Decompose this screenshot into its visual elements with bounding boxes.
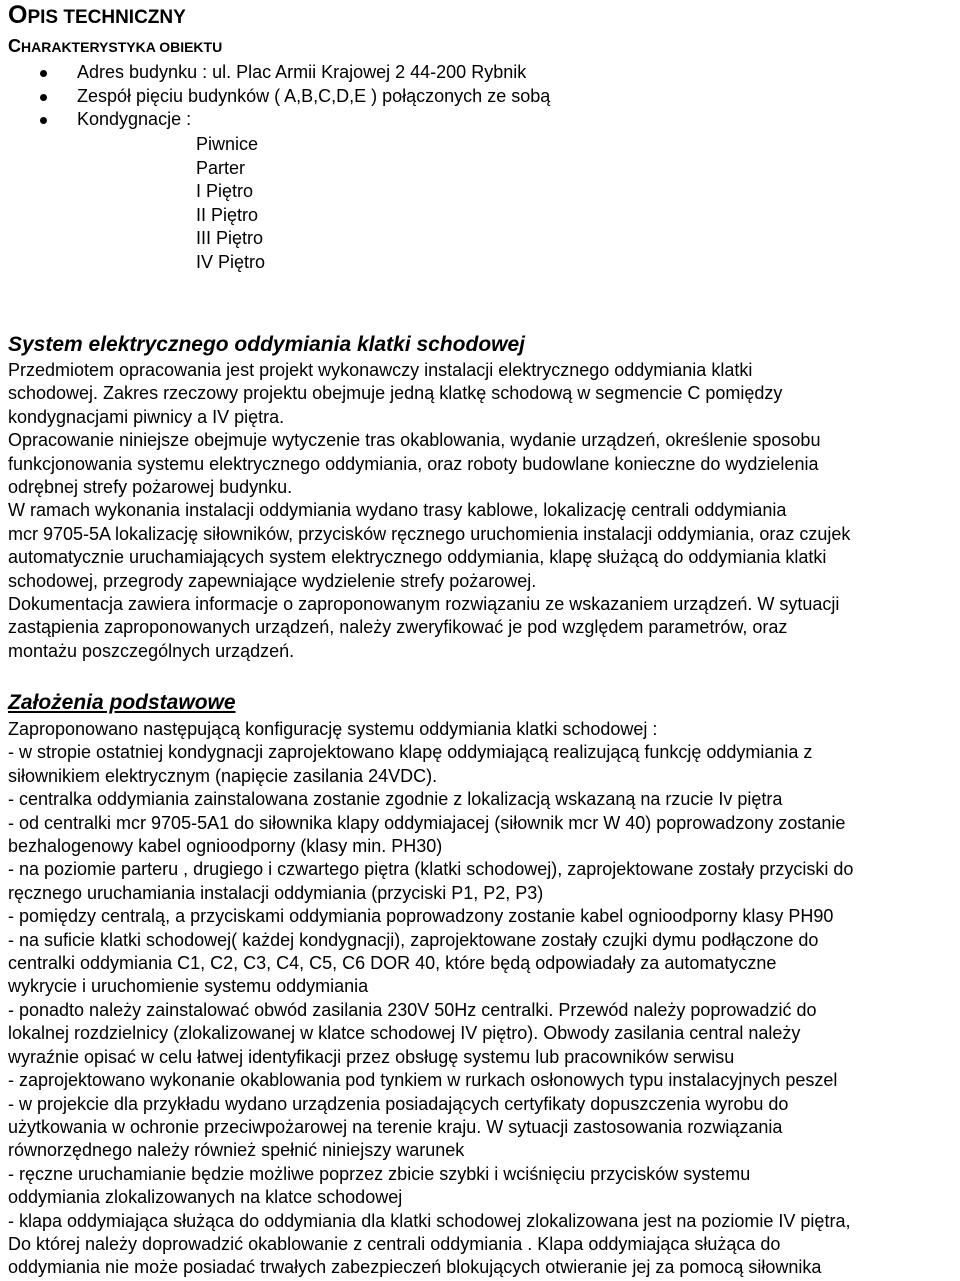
- list-item: - od centralki mcr 9705-5A1 do siłownika klapy oddymiajacej (siłownik mcr W 40) poprowadzony zostanie: [8, 812, 846, 833]
- paragraph-line: mcr 9705-5A lokalizację siłowników, przycisków ręcznego uruchomienia instalacji oddymiania, oraz czujek: [8, 523, 851, 544]
- list-item: Do której należy doprowadzić okablowanie z centrali oddymiania . Klapa oddymiająca służąca do: [8, 1233, 781, 1254]
- list-item: - zaprojektowano wykonanie okablowania pod tynkiem w rurkach osłonowych typu instalacyjnych peszel: [8, 1070, 838, 1091]
- paragraph-line: Przedmiotem opracowania jest projekt wykonawczy instalacji elektrycznego oddymiania klatki: [8, 360, 753, 380]
- bullet-icon: [40, 70, 47, 77]
- paragraph-line: funkcjonowania systemu elektrycznego oddymiania, oraz roboty budowlane konieczne do wydzielenia: [8, 453, 819, 474]
- list-item: - na poziomie parteru , drugiego i czwartego piętra (klatki schodowej), zaprojektowane zostały przyciski do: [8, 859, 854, 880]
- list-item: siłownikiem elektrycznym (napięcie zasilania 24VDC).: [8, 765, 438, 786]
- paragraph-line: montażu poszczególnych urządzeń.: [8, 640, 295, 661]
- list-item: - w projekcie dla przykładu wydano urządzenia posiadających certyfikaty dopuszczenia wyrobu do: [8, 1093, 789, 1114]
- paragraph-line: odrębnej strefy pożarowej budynku.: [8, 477, 293, 498]
- section-subtitle: CHARAKTERYSTYKA OBIEKTU: [8, 36, 223, 56]
- list-item: użytkowania w ochronie przeciwpożarowej na terenie kraju. W sytuacji zastosowania rozwiązania: [8, 1116, 783, 1137]
- section1-body: [8, 359, 960, 663]
- bullet-icon: [40, 94, 47, 101]
- list-item: ręcznego uruchamiania instalacji oddymiania (przyciski P1, P2, P3): [8, 882, 544, 903]
- floor-item: IV Piętro: [196, 252, 266, 272]
- section2-body: [8, 718, 960, 1280]
- paragraph-line: Zaproponowano następującą konfigurację systemu oddymiania klatki schodowej :: [8, 719, 658, 739]
- list-item: oddymiania zlokalizowanych na klatce schodowej: [8, 1187, 403, 1208]
- list-item: centralki oddymiania C1, C2, C3, C4, C5, C6 DOR 40, które będą odpowiadały za automatyczne: [8, 953, 777, 974]
- floor-item: Parter: [196, 158, 246, 178]
- floor-item: II Piętro: [196, 205, 259, 225]
- list-item: - na suficie klatki schodowej( każdej kondygnacji), zaprojektowane zostały czujki dymu podłączone do: [8, 929, 819, 950]
- list-item: równorzędnego należy również spełnić niniejszy warunek: [8, 1140, 465, 1161]
- bullet-item-buildings: Zespół pięciu budynków ( A,B,C,D,E ) połączonych ze sobą: [77, 86, 551, 106]
- document-title: OPIS TECHNICZNY: [8, 1, 186, 29]
- paragraph-line: Opracowanie niniejsze obejmuje wytyczenie tras okablowania, wydanie urządzeń, określenie sposobu: [8, 430, 821, 451]
- section-heading-assumptions: Założenia podstawowe: [8, 691, 236, 714]
- list-item: bezhalogenowy kabel ognioodporny (klasy min. PH30): [8, 836, 443, 857]
- section-heading-smoke-system: System elektrycznego oddymiania klatki schodowej: [8, 333, 526, 356]
- list-item: wykrycie i uruchomienie systemu oddymiania: [8, 976, 369, 997]
- paragraph-line: schodowej. Zakres rzeczowy projektu obejmuje jedną klatkę schodową w segmencie C pomiędzy: [8, 383, 783, 404]
- floor-item: Piwnice: [196, 134, 259, 154]
- list-item: lokalnej rozdzielnicy (zlokalizowanej w klatce schodowej IV piętro). Obwody zasilania central należy: [8, 1023, 801, 1044]
- list-item: - pomiędzy centralą, a przyciskami oddymiania poprowadzony zostanie kabel ognioodporny klasy PH90: [8, 906, 834, 927]
- list-item: - ponadto należy zainstalować obwód zasilania 230V 50Hz centralki. Przewód należy poprowadzić do: [8, 999, 817, 1020]
- list-item: - w stropie ostatniej kondygnacji zaprojektowano klapę oddymiającą realizującą funkcję oddymiania z: [8, 742, 813, 763]
- floor-item: III Piętro: [196, 228, 264, 248]
- list-item: wyraźnie opisać w celu łatwej identyfikacji przez obsługę systemu lub pracowników serwisu: [8, 1046, 735, 1067]
- floor-item: I Piętro: [196, 181, 254, 201]
- paragraph-line: zastąpienia zaproponowanych urządzeń, należy zweryfikować je pod względem parametrów, oraz: [8, 617, 788, 638]
- paragraph-line: kondygnacjami piwnicy a IV piętra.: [8, 406, 285, 427]
- bullet-item-floors: Kondygnacje :: [77, 109, 192, 129]
- list-item: oddymiania nie może posiadać trwałych zabezpieczeń blokujących otwieranie jej za pomocą siłownika: [8, 1257, 822, 1278]
- list-item: - klapa oddymiająca służąca do oddymiania dla klatki schodowej zlokalizowana jest na poziomie IV piętra,: [8, 1210, 851, 1231]
- bullet-item-address: Adres budynku : ul. Plac Armii Krajowej 2 44-200 Rybnik: [77, 62, 527, 82]
- paragraph-line: schodowej, przegrody zapewniające wydzielenie strefy pożarowej.: [8, 570, 537, 591]
- paragraph-line: Dokumentacja zawiera informacje o zaproponowanym rozwiązaniu ze wskazaniem urządzeń. W sytuacji: [8, 594, 840, 615]
- list-item: - ręczne uruchamianie będzie możliwe poprzez zbicie szybki i wciśnięciu przycisków systemu: [8, 1163, 751, 1184]
- bullet-icon: [40, 117, 47, 124]
- list-item: - centralka oddymiania zainstalowana zostanie zgodnie z lokalizacją wskazaną na rzucie Iv piętra: [8, 789, 783, 810]
- paragraph-line: automatycznie uruchamiających system elektrycznego oddymiania, klapę służącą do oddymiania klatki: [8, 547, 827, 568]
- paragraph-line: W ramach wykonania instalacji oddymiania wydano trasy kablowe, lokalizację centrali oddymiania: [8, 500, 787, 521]
